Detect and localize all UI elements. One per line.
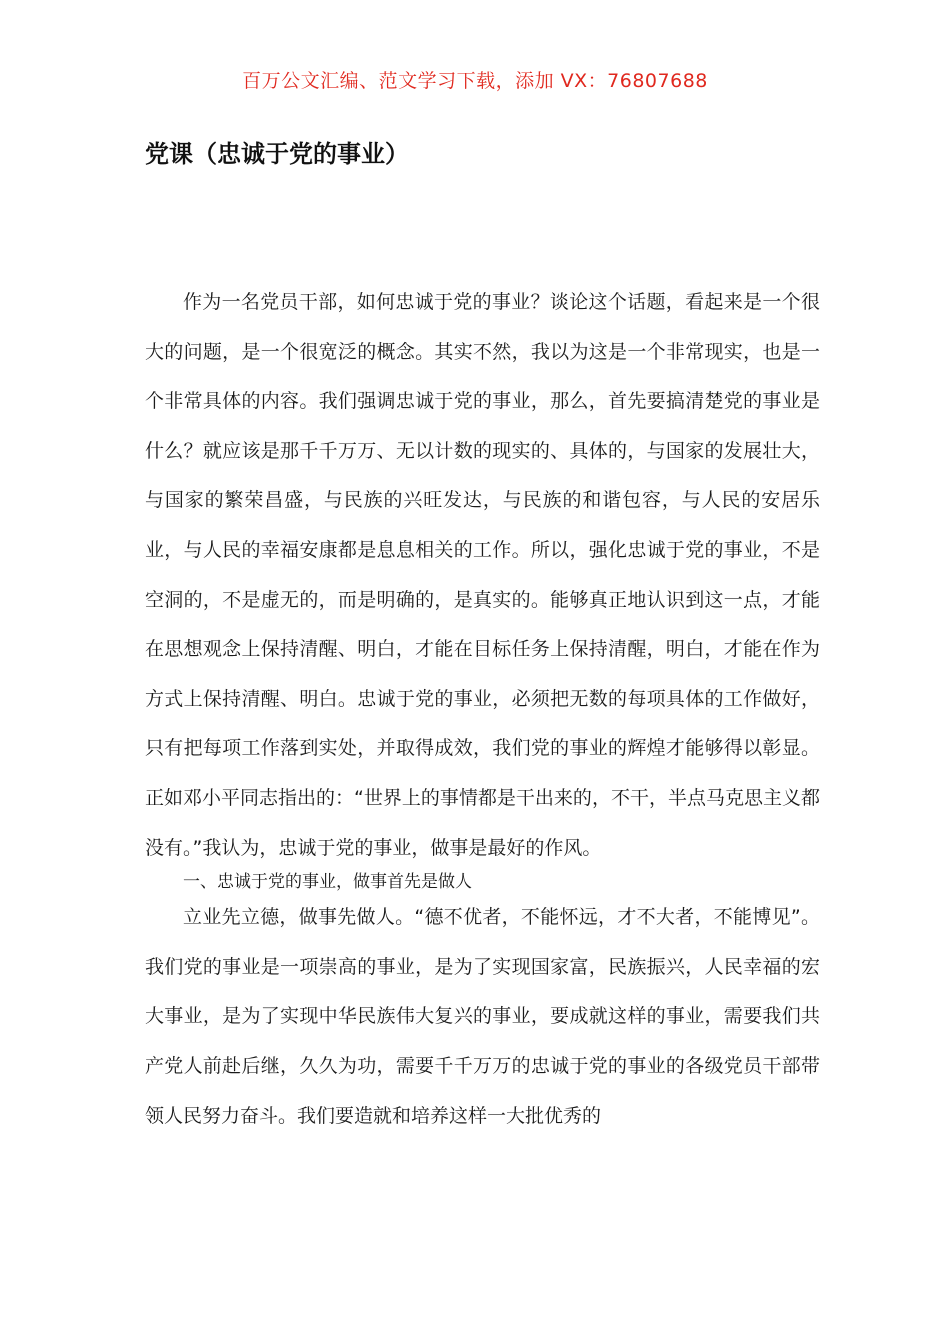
watermark-banner: 百万公文汇编、范文学习下载，添加 VX：76807688 [242, 70, 708, 92]
section-heading: 一、忠诚于党的事业，做事首先是做人 [183, 872, 472, 893]
document-title: 党课（忠诚于党的事业） [145, 140, 409, 168]
paragraph-intro: 作为一名党员干部，如何忠诚于党的事业？谈论这个话题，看起来是一个很大的问题，是一个很宽泛的概念。其实不然，我以为这是一个非常现实，也是一个非常具体的内容。我们强调忠诚于党的事业，那么，首先要搞清楚党的事业是什么？就应该是那千千万万、无以计数的现实的、具体的，与国家的发展壮大，与国家的繁荣昌盛，与民族的兴旺发达，与民族的和谐包容，与人民的安居乐业，与人民的幸福安康都是息息相关的工作。所以，强化忠诚于党的事业，不是空洞的，不是虚无的，而是明确的，是真实的。能够真正地认识到这一点，才能在思想观念上保持清醒、明白，才能在目标任务上保持清醒，明白，才能在作为方式上保持清醒、明白。忠诚于党的事业，必须把无数的每项具体的工作做好，只有把每项工作落到实处，并取得成效，我们党的事业的辉煌才能够得以彰显。正如邓小平同志指出的：“世界上的事情都是干出来的，不干，半点马克思主义都没有。”我认为，忠诚于党的事业，做事是最好的作风。 [145, 291, 820, 859]
paragraph-section-1: 立业先立德，做事先做人。“德不优者，不能怀远，才不大者，不能博见”。我们党的事业是一项崇高的事业，是为了实现国家富，民族振兴，人民幸福的宏大事业，是为了实现中华民族伟大复兴的事业，要成就这样的事业，需要我们共产党人前赴后继，久久为功，需要千千万万的忠诚于党的事业的各级党员干部带领人民努力奋斗。我们要造就和培养这样一大批优秀的 [145, 906, 820, 1127]
document-body [145, 278, 820, 1141]
